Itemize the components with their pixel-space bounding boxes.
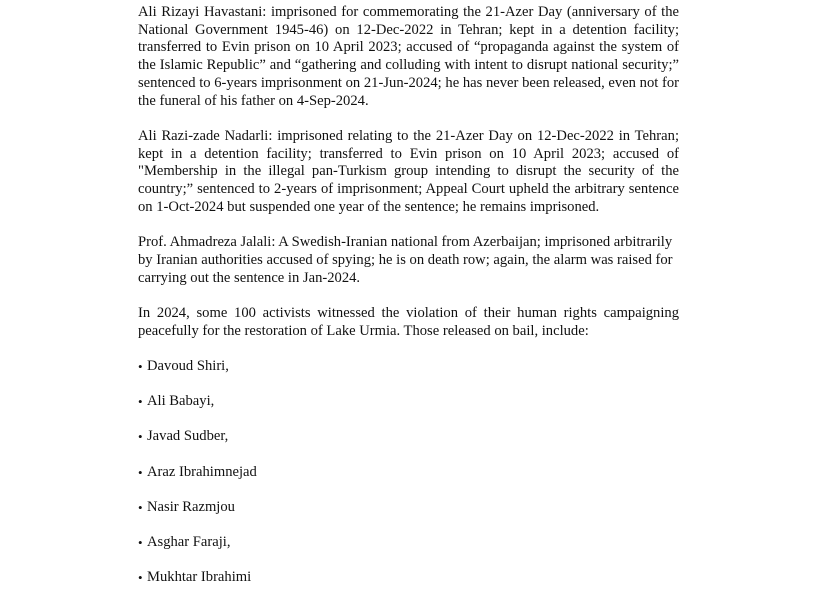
- bullet-icon: •: [138, 534, 143, 550]
- released-on-bail-list: [138, 358, 679, 604]
- document-page: [138, 4, 679, 604]
- list-item: [138, 499, 679, 534]
- list-item: [138, 534, 679, 569]
- paragraph-havastani: Ali Rizayi Havastani: imprisoned for commemorating the 21-Azer Day (anniversary of the National Government 1945-46) on 12-Dec-2022 in Tehran; kept in a detention facility; transferred to Evin prison on 10 April 2023; accused of “propaganda against the system of the Islamic Republic” and “gathering and colluding with intent to disrupt national security;” sentenced to 6-years imprisonment on 21-Jun-2024; he has never been released, even not for the funeral of his father on 4-Sep-2024.: [138, 4, 679, 109]
- paragraph-lake-urmia: In 2024, some 100 activists witnessed the violation of their human rights campaigning peacefully for the restoration of Lake Urmia. Those released on bail, include:: [138, 304, 679, 339]
- list-item-text: Asghar Faraji,: [147, 533, 231, 550]
- bullet-icon: •: [138, 394, 143, 410]
- list-item-text: Mukhtar Ibrahimi: [147, 569, 252, 586]
- paragraph-nadarli: Ali Razi-zade Nadarli: imprisoned relating to the 21-Azer Day on 12-Dec-2022 in Tehran; kept in a detention facility; transferred to Evin prison on 10 April 2023; accused of "Membership in the illegal pan-Turkism group intending to disrupt the security of the country;” sentenced to 2-years of imprisonment; Appeal Court upheld the arbitrary sentence on 1-Oct-2024 but suspended one year of the sentence; he remains imprisoned.: [138, 127, 679, 215]
- bullet-icon: •: [138, 359, 143, 374]
- list-item-text: Araz Ibrahimnejad: [147, 463, 257, 480]
- list-item-text: Javad Sudber,: [147, 428, 229, 445]
- list-item: [138, 464, 679, 499]
- list-item-text: Nasir Razmjou: [147, 498, 235, 515]
- list-item: [138, 569, 679, 604]
- list-item-text: Davoud Shiri,: [147, 358, 229, 374]
- bullet-icon: •: [138, 499, 143, 515]
- list-item: [138, 393, 679, 428]
- bullet-icon: •: [138, 429, 143, 445]
- bullet-icon: •: [138, 570, 143, 586]
- list-item: [138, 428, 679, 463]
- paragraph-jalali: Prof. Ahmadreza Jalali: A Swedish-Iranian national from Azerbaijan; imprisoned arbitrarily by Iranian authorities accused of spying; he is on death row; again, the alarm was raised for carrying out the sentence in Jan-2024.: [138, 234, 673, 286]
- list-item-text: Ali Babayi,: [147, 393, 215, 410]
- list-item: [138, 358, 679, 393]
- bullet-icon: •: [138, 464, 143, 480]
